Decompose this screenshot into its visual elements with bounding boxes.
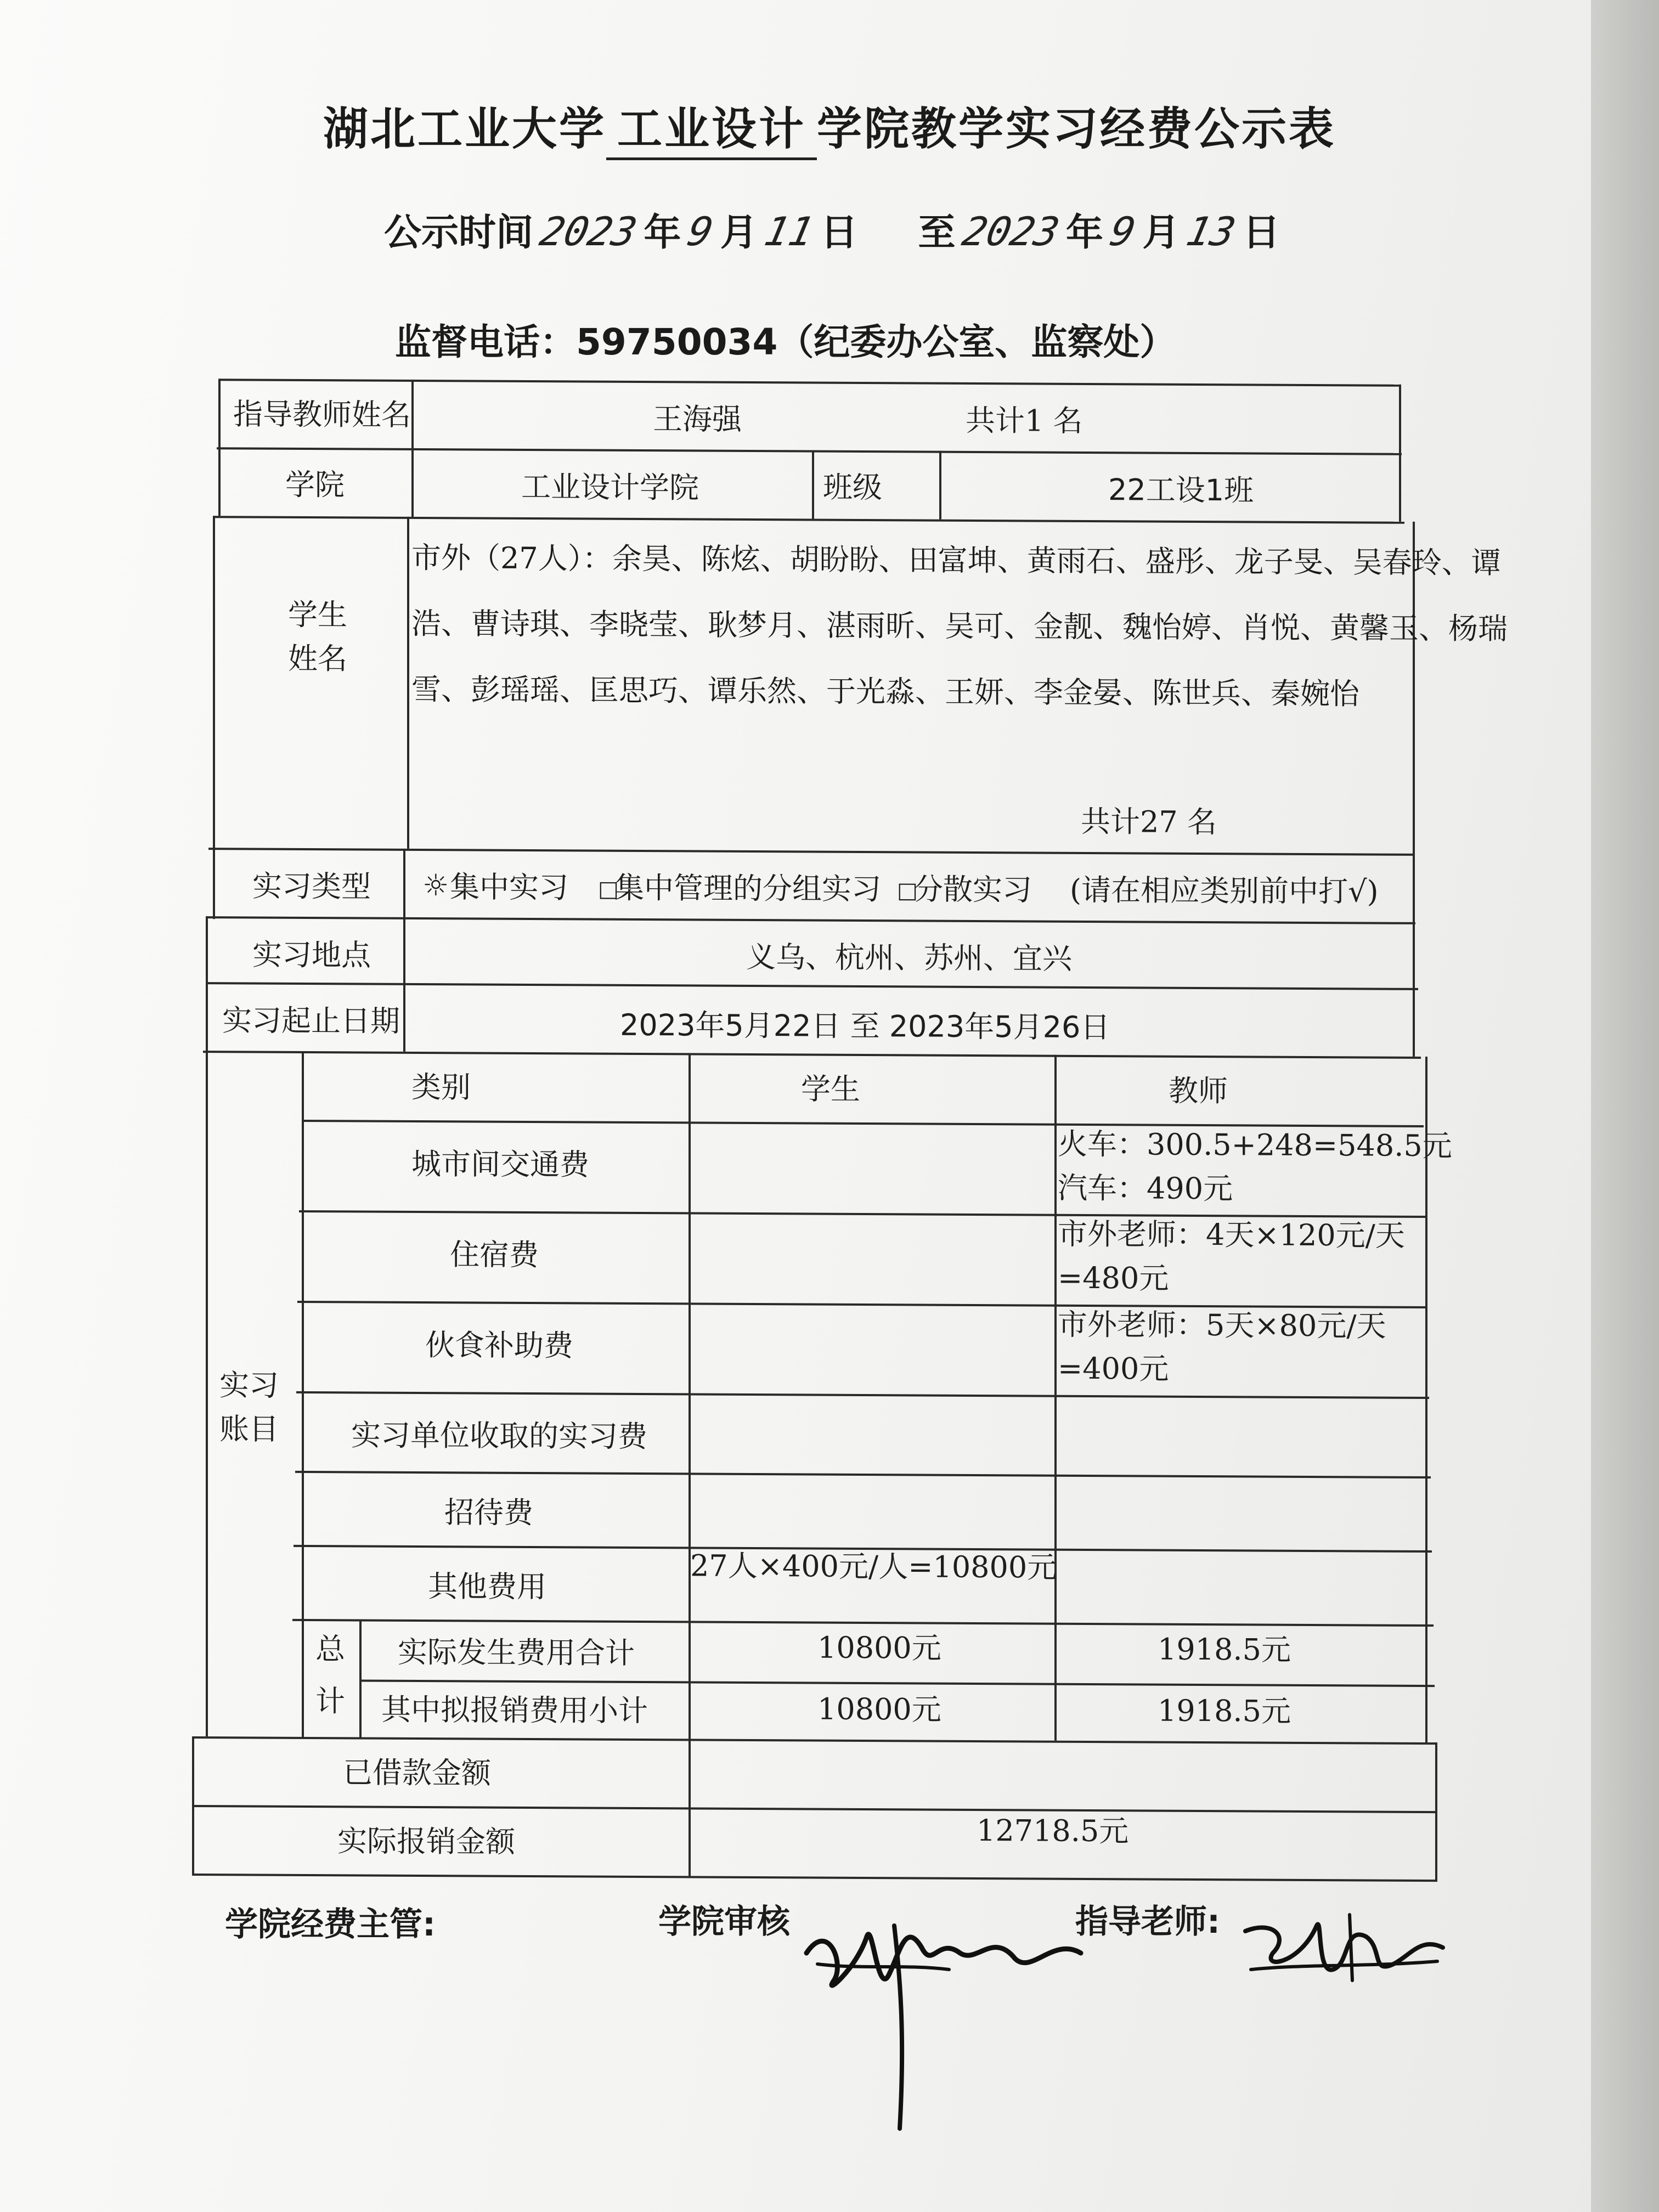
teacher-label: 指导教师姓名 (233, 397, 411, 432)
advisor-label: 指导老师: (1075, 1903, 1220, 1941)
end-month: 9 (1106, 208, 1140, 255)
total-label-2: 计 (315, 1684, 345, 1719)
type-note: (请在相应类别前中打√) (1070, 872, 1379, 909)
row-transport-category: 城市间交通费 (411, 1146, 589, 1182)
borrowed-label: 已借款金额 (343, 1755, 491, 1791)
row-lodging-teacher-2: =480元 (1058, 1260, 1169, 1296)
row-hospitality-category: 招待费 (444, 1495, 533, 1531)
students-label-2: 姓名 (288, 641, 347, 676)
title-prefix: 湖北工业大学 (323, 103, 606, 155)
background-edge (1591, 0, 1659, 2212)
college-value: 工业设计学院 (521, 469, 699, 505)
advisor-signature (1240, 1904, 1448, 1991)
row-other-category: 其他费用 (428, 1569, 546, 1605)
rule (214, 516, 1404, 524)
rule (403, 849, 405, 1052)
rule (297, 1301, 1427, 1308)
day-char-1: 日 (820, 211, 858, 255)
rule (411, 380, 414, 517)
students-label-1: 学生 (288, 597, 347, 633)
location-value: 义乌、杭州、苏州、宜兴 (746, 939, 1072, 976)
start-month: 9 (684, 208, 718, 255)
rule (1054, 1055, 1057, 1741)
expense-table (192, 379, 1508, 1882)
row-transport-teacher-1: 火车：300.5+248=548.5元 (1058, 1126, 1452, 1164)
total-label-1: 总 (315, 1632, 345, 1667)
actual-total-label: 实际发生费用合计 (398, 1634, 635, 1671)
start-day: 11 (760, 208, 818, 255)
rule (206, 916, 208, 1736)
supervision-hotline: 监督电话：59750034（纪委办公室、监察处） (395, 321, 1176, 363)
start-year: 2023 (536, 208, 641, 255)
type-checkbox-3: □ (897, 878, 918, 904)
rule (192, 1736, 194, 1875)
page-title (0, 93, 1659, 160)
dates-label: 实习起止日期 (222, 1003, 400, 1039)
reimburse-value: 12718.5元 (977, 1813, 1129, 1849)
rule (939, 451, 941, 520)
teacher-name: 王海强 (653, 402, 742, 437)
col-student: 学生 (801, 1071, 860, 1107)
rule (213, 516, 215, 919)
rule (192, 1805, 1437, 1813)
row-meal-category: 伙食补助费 (425, 1328, 573, 1363)
rule (217, 447, 1402, 455)
ledger-label-1: 实习 (219, 1368, 279, 1403)
rule (1399, 385, 1401, 522)
title-suffix: 学院教学实习经费公示表 (817, 103, 1336, 155)
claim-subtotal-student: 10800元 (817, 1691, 941, 1727)
ledger-label-2: 账目 (219, 1412, 279, 1447)
students-list: 市外（27人）：余昊、陈炫、胡盼盼、田富坤、黄雨石、盛彤、龙子旻、吴春玲、谭浩、曹诗琪、李晓莹、耿梦月、湛雨昕、吴可、金靓、魏怡婷、肖悦、黄馨玉、杨瑞雪、彭瑶瑶、匡思巧、谭乐然、于光淼、王妍、李金晏、陈世兵、秦婉怡 (411, 540, 1508, 712)
row-other-student: 27人×400元/人=10800元 (690, 1548, 1057, 1585)
rule (218, 379, 221, 516)
dates-value: 2023年5月22日 至 2023年5月26日 (620, 1007, 1110, 1045)
students-count: 共计27 名 (1081, 804, 1217, 840)
publication-period (384, 203, 1280, 256)
rule (206, 916, 1415, 924)
college-label: 学院 (285, 467, 345, 503)
type-option-1: 集中实习 (450, 870, 568, 905)
review-signature (795, 1887, 1103, 2140)
period-label: 公示时间 (384, 211, 534, 255)
row-meal-teacher-2: =400元 (1058, 1351, 1169, 1386)
rule (359, 1619, 362, 1737)
actual-total-student: 10800元 (817, 1630, 941, 1666)
title-department: 工业设计 (606, 93, 817, 160)
end-year: 2023 (958, 208, 1063, 255)
rule (689, 1053, 691, 1876)
teacher-count: 共计1 名 (966, 403, 1083, 438)
class-value: 22工设1班 (1108, 472, 1254, 508)
rule (812, 450, 814, 519)
rule (206, 982, 1418, 990)
rule (203, 1051, 1421, 1059)
rule (296, 1391, 1429, 1399)
row-unit-fee-category: 实习单位收取的实习费 (351, 1418, 647, 1454)
end-day: 13 (1182, 208, 1240, 255)
rule (1435, 1742, 1437, 1881)
rule (295, 1471, 1431, 1479)
type-label: 实习类型 (252, 868, 371, 904)
row-lodging-teacher-1: 市外老师：4天×120元/天 (1058, 1216, 1405, 1253)
class-label: 班级 (823, 470, 882, 505)
row-transport-teacher-2: 汽车：490元 (1058, 1170, 1233, 1206)
col-teacher: 教师 (1169, 1073, 1228, 1109)
finance-supervisor-label: 学院经费主管: (225, 1905, 436, 1944)
row-lodging-category: 住宿费 (450, 1237, 539, 1273)
type-option-3: 分散实习 (913, 872, 1032, 907)
row-meal-teacher-1: 市外老师：5天×80元/天 (1058, 1307, 1386, 1344)
claim-subtotal-teacher: 1918.5元 (1158, 1693, 1291, 1729)
year-char-2: 年 (1065, 211, 1103, 255)
type-checkbox-2: □ (598, 876, 619, 902)
actual-total-teacher: 1918.5元 (1158, 1632, 1291, 1667)
reimburse-label: 实际报销金额 (337, 1824, 515, 1859)
to-label: 至 (918, 211, 956, 255)
type-option-2: 集中管理的分组实习 (614, 870, 881, 907)
col-category: 类别 (411, 1069, 471, 1105)
day-char-2: 日 (1243, 211, 1280, 255)
year-char-1: 年 (644, 211, 681, 255)
rule (302, 1051, 304, 1737)
month-char-1: 月 (720, 211, 758, 255)
rule (292, 1619, 1434, 1627)
rule (299, 1210, 1426, 1218)
rule (407, 517, 409, 849)
type-checkbox-1: ☼ (422, 868, 449, 903)
rule (359, 1679, 1435, 1687)
college-review-label: 学院审核 (658, 1903, 790, 1941)
rule (208, 848, 1413, 856)
rule (302, 1120, 1424, 1127)
location-label: 实习地点 (252, 937, 371, 973)
claim-subtotal-label: 其中拟报销费用小计 (381, 1692, 648, 1729)
month-char-2: 月 (1142, 211, 1180, 255)
rule (192, 1736, 1437, 1745)
